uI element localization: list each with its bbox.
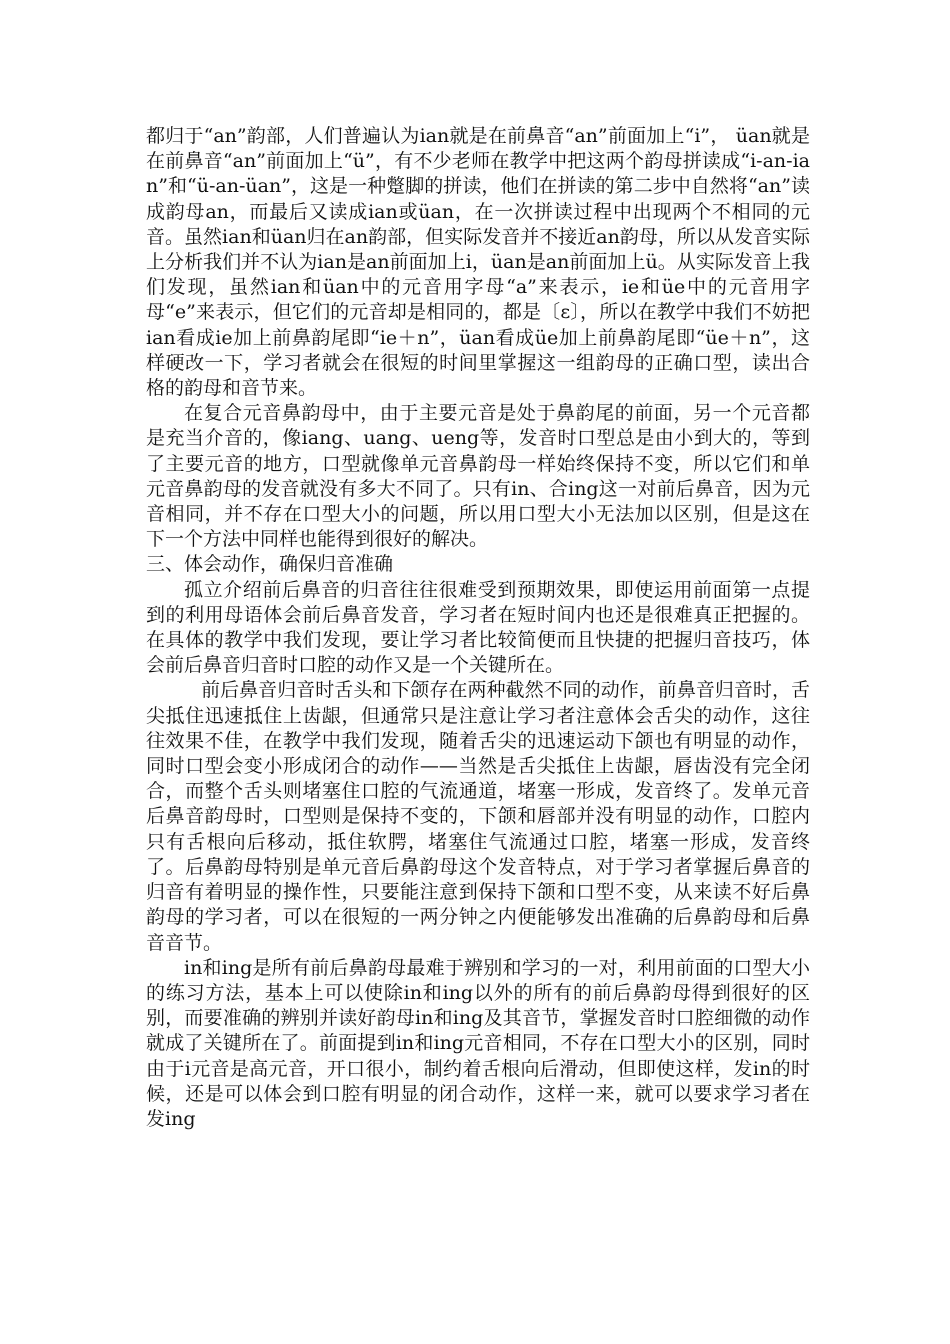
paragraph-2: 在复合元音鼻韵母中，由于主要元音是处于鼻韵尾的前面，另一个元音都是充当介音的，像iang、uang、ueng等，发音时口型总是由小到大的，等到了主要元音的地方，口型就像单元音鼻韵母一样始终保持不变，所以它们和单元音鼻韵母的发音就没有多大不同了。只有in、合ing这一对前后鼻音，因为元音相同，并不存在口型大小的问题，所以用口型大小无法加以区别，但是这在下一个方法中同样也能得到很好的解决。 — [146, 402, 810, 551]
paragraph-4: 前后鼻音归音时舌头和下颌存在两种截然不同的动作，前鼻音归音时，舌尖抵住迅速抵住上齿龈，但通常只是注意让学习者注意体会舌尖的动作，这往往效果不佳，在教学中我们发现，随着舌尖的迅速运动下颌也有明显的动作，同时口型会变小形成闭合的动作——当然是舌尖抵住上齿龈，唇齿没有完全闭合，而整个舌头则堵塞住口腔的气流通道，堵塞一形成，发音终了。发单元音后鼻音韵母时，口型则是保持不变的，下颌和唇部并没有明显的动作，口腔内只有舌根向后移动，抵住软腭，堵塞住气流通过口腔，堵塞一形成，发音终了。后鼻韵母特别是单元音后鼻韵母这个发音特点，对于学习者掌握后鼻音的归音有着明显的操作性，只要能注意到保持下颌和口型不变，从来读不好后鼻韵母的学习者，可以在很短的一两分钟之内便能够发出准确的后鼻韵母和后鼻音音节。 — [146, 679, 810, 954]
paragraph-3: 孤立介绍前后鼻音的归音往往很难受到预期效果，即使运用前面第一点提到的利用母语体会前后鼻音发音，学习者在短时间内也还是很难真正把握的。在具体的教学中我们发现，要让学习者比较简便而且快捷的把握归音技巧，体会前后鼻音归音时口腔的动作又是一个关键所在。 — [146, 578, 810, 677]
paragraph-5: in和ing是所有前后鼻韵母最难于辨别和学习的一对，利用前面的口型大小的练习方法，基本上可以使除in和ing以外的所有的前后鼻韵母得到很好的区别，而要准确的辨别并读好韵母in和ing及其音节，掌握发音时口腔细微的动作就成了关键所在了。前面提到in和ing元音相同，不存在口型大小的区别，同时由于i元音是高元音，开口很小，制约着舌根向后滑动，但即使这样，发in的时候，还是可以体会到口腔有明显的闭合动作，这样一来，就可以要求学习者在发ing — [146, 956, 810, 1130]
document-body — [146, 124, 810, 1132]
paragraph-1: 都归于“an”韵部，人们普遍认为ian就是在前鼻音“an”前面加上“i”， üan就是在前鼻音“an”前面加上“ü”，有不少老师在教学中把这两个韵母拼读成“i-an-ian”和“ü-an-üan”，这是一种蹩脚的拼读，他们在拼读的第二步中自然将“an”读成韵母an，而最后又读成ian或üan，在一次拼读过程中出现两个不相同的元音。虽然ian和üan归在an韵部，但实际发音并不接近an韵母，所以从发音实际上分析我们并不认为ian是an前面加上i，üan是an前面加上ü。从实际发音上我们发现，虽然ian和üan中的元音用字母“a”来表示，ie和üe中的元音用字母“e”来表示，但它们的元音却是相同的，都是〔ε〕，所以在教学中我们不妨把ian看成ie加上前鼻韵尾即“ie＋n”，üan看成üe加上前鼻韵尾即“üe＋n”，这样硬改一下，学习者就会在很短的时间里掌握这一组韵母的正确口型，读出合格的韵母和音节来。 — [146, 125, 810, 400]
section-heading: 三、体会动作，确保归音准确 — [146, 553, 394, 576]
